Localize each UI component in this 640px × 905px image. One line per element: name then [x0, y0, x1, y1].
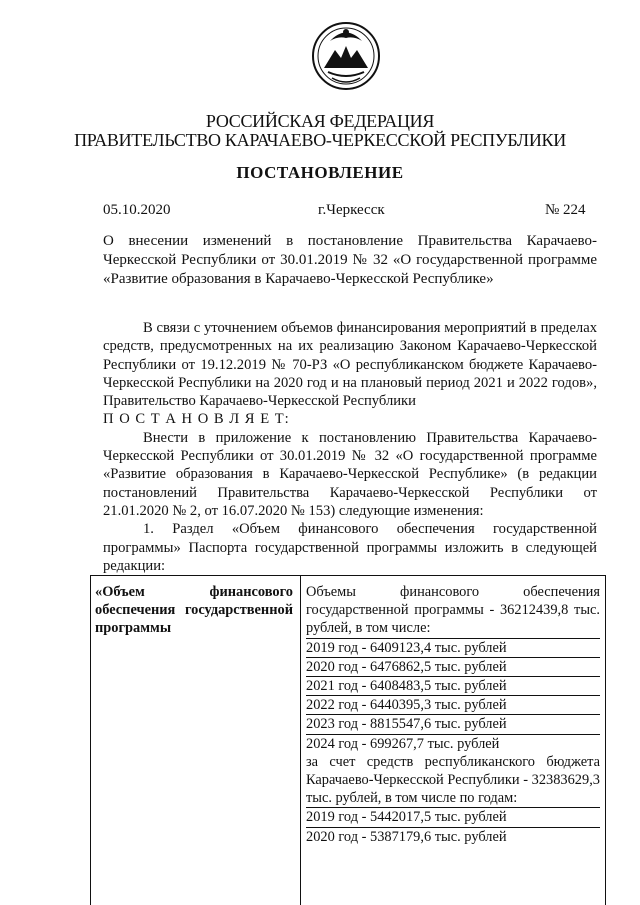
government-title: ПРАВИТЕЛЬСТВО КАРАЧАЕВО-ЧЕРКЕССКОЙ РЕСПУБЛИКИ	[74, 130, 566, 150]
coat-of-arms-icon	[310, 16, 382, 96]
document-body	[103, 319, 597, 575]
paragraph-amendments: Внести в приложение к постановлению Правительства Карачаево-Черкесской Республики от 30.01.2019 № 32 «О государственной программе «Развитие образования в Карачаево-Черкесской Республике» (в редакции постановлений Правительства Карачаево-Черкесской Республики от 21.01.2020 № 2, от 16.07.2020 № 153) следующие изменения:	[103, 429, 597, 519]
regional-year-amount: 2020 год - 5387179,6 тыс. рублей	[306, 827, 600, 846]
year-amount: 2020 год - 6476862,5 тыс. рублей	[306, 657, 600, 676]
document-number: № 224	[545, 202, 586, 218]
document-subject: О внесении изменений в постановление Правительства Карачаево-Черкесской Республики от 30.01.2019 № 32 «О государственной программе «Развитие образования в Карачаево-Черкесской Республике»	[103, 233, 597, 287]
table-divider	[300, 576, 301, 905]
year-amount: 2022 год - 6440395,3 тыс. рублей	[306, 695, 600, 714]
table-row-values	[306, 583, 600, 846]
total-financing: Объемы финансового обеспечения государственной программы - 36212439,8 тыс. рублей, в том числе:	[306, 584, 600, 637]
document-city: г.Черкесск	[318, 202, 385, 218]
document-type: ПОСТАНОВЛЕНИЕ	[236, 163, 404, 182]
year-amount: 2024 год - 699267,7 тыс. рублей	[306, 734, 600, 753]
country-title: РОССИЙСКАЯ ФЕДЕРАЦИЯ	[205, 111, 435, 131]
decree-word: П О С Т А Н О В Л Я Е Т:	[103, 411, 290, 428]
year-amount: 2023 год - 8815547,6 тыс. рублей	[306, 714, 600, 733]
paragraph-grounds: В связи с уточнением объемов финансирования мероприятий в пределах средств, предусмотренных на их реализацию Законом Карачаево-Черкесской Республики от 19.12.2019 № 70-РЗ «О республиканском бюджете Карачаево-Черкесской Республики на 2020 год и на плановый период 2021 и 2022 годов», Правительство Карачаево-Черкесской Республики	[103, 320, 597, 410]
table-row-label: «Объем финансового обеспечения государственной программы	[95, 584, 293, 636]
year-amount: 2019 год - 6409123,4 тыс. рублей	[306, 638, 600, 657]
year-amount: 2021 год - 6408483,5 тыс. рублей	[306, 676, 600, 695]
document-date: 05.10.2020	[103, 202, 171, 218]
regional-budget-financing: за счет средств республиканского бюджета Карачаево-Черкесской Республики - 32383629,3 тыс. рублей, в том числе по годам:	[306, 753, 600, 807]
financing-table	[90, 575, 606, 905]
regional-year-amount: 2019 год - 5442017,5 тыс. рублей	[306, 807, 600, 826]
paragraph-item-1: 1. Раздел «Объем финансового обеспечения государственной программы» Паспорта государственной программы изложить в следующей редакции:	[103, 521, 597, 574]
